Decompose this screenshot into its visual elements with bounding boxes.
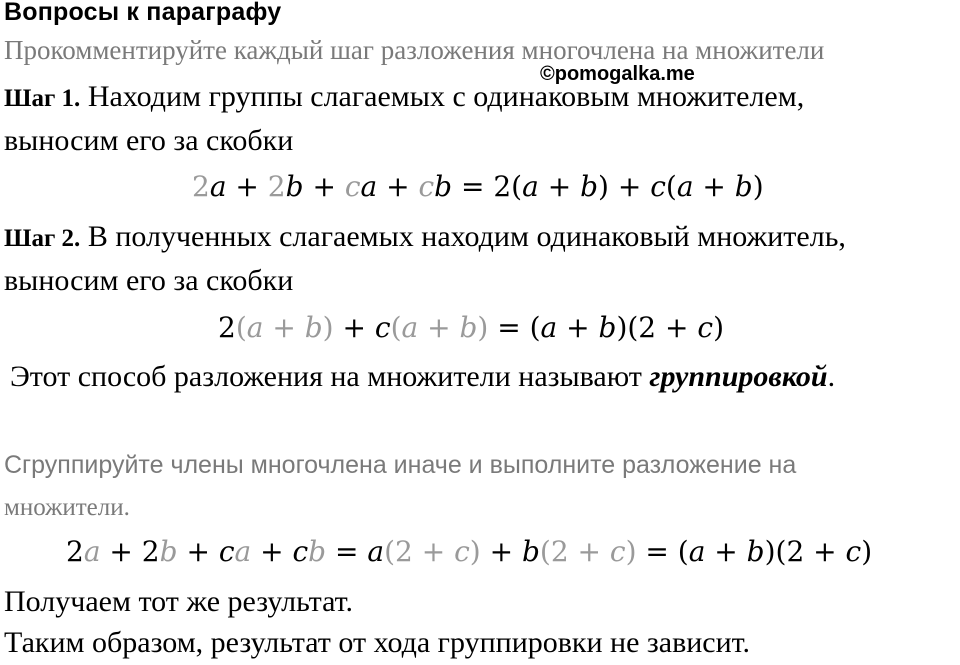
conclusion [10, 360, 835, 394]
step-2-line-2: выносим его за скобки [4, 264, 294, 297]
question-2-line-2: множители. [4, 494, 130, 521]
conclusion-end: . [827, 360, 836, 393]
step-2-text: В полученных слагаемых находим одинаковый множитель, [80, 220, 846, 253]
step-1-text: Находим группы слагаемых с одинаковым множителем, [80, 80, 805, 113]
conclusion-text: Этот способ разложения на множители называют [10, 360, 650, 393]
conclusion-term: группировкой [649, 360, 828, 393]
watermark: ©pomogalka.me [540, 63, 695, 85]
step-1-label: Шаг 1. [4, 85, 81, 112]
section-title: Вопросы к параграфу [4, 0, 282, 26]
question-2-line-1: Сгруппируйте члены многочлена иначе и выполните разложение на [4, 451, 797, 479]
question-1: Прокомментируйте каждый шаг разложения многочлена на множители [4, 35, 825, 65]
step-2-line-1 [4, 220, 846, 254]
step-1-line-2: выносим его за скобки [4, 124, 294, 157]
formula-2: 2(a + b) + c(a + b) = (a + b)(2 + c) [218, 311, 724, 344]
final-text: Таким образом, результат от хода группировки не зависит. [4, 626, 751, 659]
formula-3: 2a + 2b + ca + cb = a(2 + c) + b(2 + c) = (a + b)(2 + c) [66, 535, 873, 568]
step-2-label: Шаг 2. [4, 225, 81, 252]
step-1-line-1 [4, 80, 804, 114]
result-text: Получаем тот же результат. [4, 585, 353, 618]
formula-1: 2a + 2b + ca + cb = 2(a + b) + c(a + b) [192, 170, 764, 203]
